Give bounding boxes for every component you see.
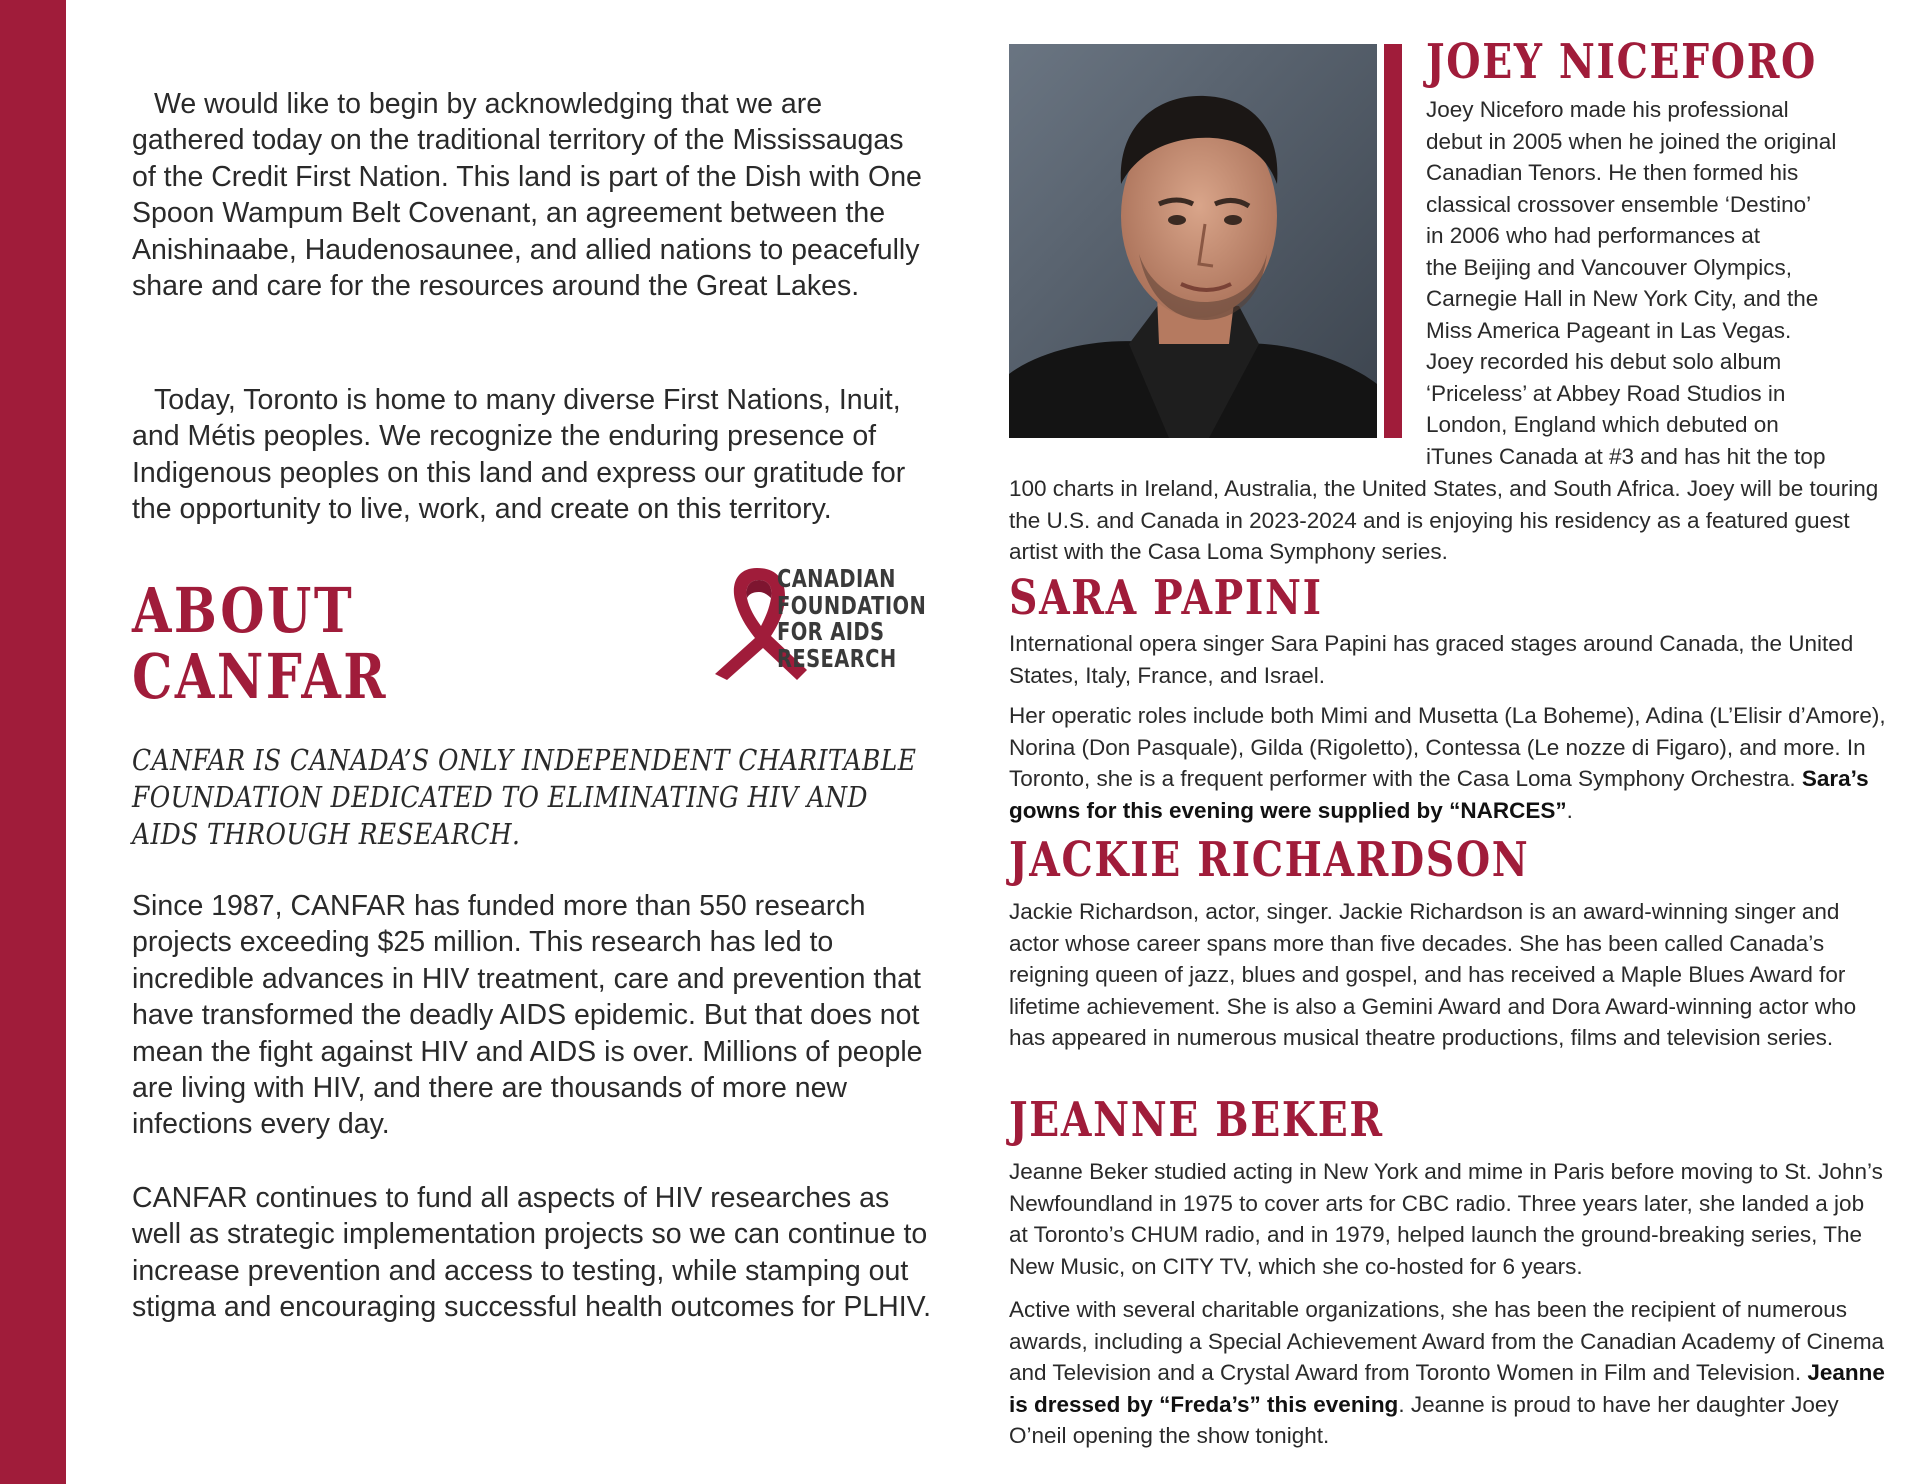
portrait-illustration [1009,44,1377,438]
jeanne-bio-paragraph-2 [1009,1294,1889,1452]
joey-bio-line: debut in 2005 when he joined the original [1426,128,1837,154]
land-acknowledgement-paragraph-1: We would like to begin by acknowledging that we are gathered today on the traditional territory of the Mississaugas of the Credit First Nation. This land is part of the Dish with One Spoon Wampum Belt Covenant, an agreement between the Anishinaabe, Haudenosaunee, and allied nations to peacefully share and care for the resources around the Great Lakes. [132,88,922,303]
joey-bio-below-photo: 100 charts in Ireland, Australia, the United States, and South Africa. Joey will be touring the U.S. and Canada in 2023-2024 and is enjoying his residency as a featured guest artist with the Casa Loma Symphony series. [1009,476,1879,564]
logo-line-2: FOUNDATION [777,590,927,620]
land-acknowledgement-paragraph-2: Today, Toronto is home to many diverse First Nations, Inuit, and Métis peoples. We recognize the enduring presence of Indigenous peoples on this land and express our gratitude for the opportunity to live, work, and create on this territory. [132,384,906,526]
about-heading-line-2: CANFAR [132,640,388,713]
about-canfar-heading [132,574,388,713]
jeanne-beker-name: JEANNE BEKER [1009,1092,1384,1148]
joey-bio-beside-photo [1426,94,1896,472]
jeanne-dress-credit: Jeanne is dressed by “Freda’s” this evening [1009,1360,1885,1417]
joey-bio-line: Carnegie Hall in New York City, and the [1426,286,1819,311]
jeanne-bio-end: . Jeanne is proud to have her daughter Joey O’neil opening the show tonight. [1009,1391,1839,1448]
joey-niceforo-photo [1009,44,1377,438]
photo-accent-bar [1384,44,1402,438]
joey-bio-line: Canadian Tenors. He then formed his [1426,160,1799,185]
sara-bio-end: . [1566,797,1573,823]
joey-bio-line: Miss America Pageant in Las Vegas. [1426,317,1792,343]
jeanne-bio-paragraph-1: Jeanne Beker studied acting in New York and mime in Paris before moving to St. John’s Newfoundland in 1975 to cover arts for CBC radio. Three years later, she landed a job at Toronto’s CHUM radio, and in 1979, helped launch the ground-breaking series, The New Music, on CITY TV, which she co-hosted for 6 years. [1009,1159,1883,1279]
joey-bio-line: London, England which debuted on [1426,412,1779,437]
about-heading-line-1: ABOUT [132,574,355,647]
logo-wordmark [777,566,956,672]
joey-bio-line: Joey recorded his debut solo album [1426,349,1782,374]
joey-bio-line: ‘Priceless’ at Abbey Road Studios in [1426,380,1786,406]
jackie-richardson-name: JACKIE RICHARDSON [1009,832,1530,888]
sara-gown-credit: Sara’s gowns for this evening were supplied by “NARCES” [1009,766,1869,823]
sara-bio-paragraph-1: International opera singer Sara Papini has graced stages around Canada, the United States, Italy, France, and Israel. [1009,631,1854,688]
left-accent-bar [0,0,66,1484]
logo-line-4: RESEARCH [777,643,897,673]
joey-niceforo-name: JOEY NICEFORO [1426,34,1817,90]
joey-bio-line: the Beijing and Vancouver Olympics, [1426,254,1793,280]
logo-line-1: CANADIAN [777,564,896,593]
canfar-paragraph-2: CANFAR continues to fund all aspects of HIV researches as well as strategic implementation projects so we can continue to increase prevention and access to testing, while stamping out stigma and encouraging successful health outcomes for PLHIV. [132,1182,931,1324]
joey-bio-line: in 2006 who had performances at [1426,223,1760,248]
sara-papini-name: SARA PAPINI [1009,570,1323,626]
joey-bio-line: iTunes Canada at #3 and has hit the top [1426,443,1826,469]
logo-line-3: FOR AIDS [777,617,885,646]
joey-bio-line: Joey Niceforo made his professional [1426,97,1789,122]
jackie-bio-paragraph-1: Jackie Richardson, actor, singer. Jackie Richardson is an award-winning singer and actor whose career spans more than five decades. She has been called Canada’s reigning queen of jazz, blues and gospel, and has received a Maple Blues Award for lifetime achievement. She is also a Gemini Award and Dora Award-winning actor who has appeared in numerous musical theatre productions, films and television series. [1009,899,1857,1050]
joey-bio-line: classical crossover ensemble ‘Destino’ [1426,191,1812,217]
sara-bio-text: Her operatic roles include both Mimi and Musetta (La Boheme), Adina (L’Elisir d’Amore), Norina (Don Pasquale), Gilda (Rigoletto), Contessa (Le nozze di Figaro), and more. In Toronto, she is a frequent performer with the Casa Loma Symphony Orchestra. [1009,703,1886,791]
canfar-logo [693,564,1053,684]
canfar-tagline: CANFAR IS CANADA’S ONLY INDEPENDENT CHARITABLE FOUNDATION DEDICATED TO ELIMINATING HIV AND AIDS THROUGH RESEARCH. [132,743,917,851]
jeanne-bio-text: Active with several charitable organizations, she has been the recipient of numerous awards, including a Special Achievement Award from the Canadian Academy of Cinema and Television and a Crystal Award from Toronto Women in Film and Television. [1009,1297,1885,1385]
sara-bio-paragraph-2 [1009,700,1889,826]
canfar-paragraph-1: Since 1987, CANFAR has funded more than 550 research projects exceeding $25 million. This research has led to incredible advances in HIV treatment, care and prevention that have transformed the deadly AIDS epidemic. But that does not mean the fight against HIV and AIDS is over. Millions of people are living with HIV, and there are thousands of more new infections every day. [132,890,923,1141]
